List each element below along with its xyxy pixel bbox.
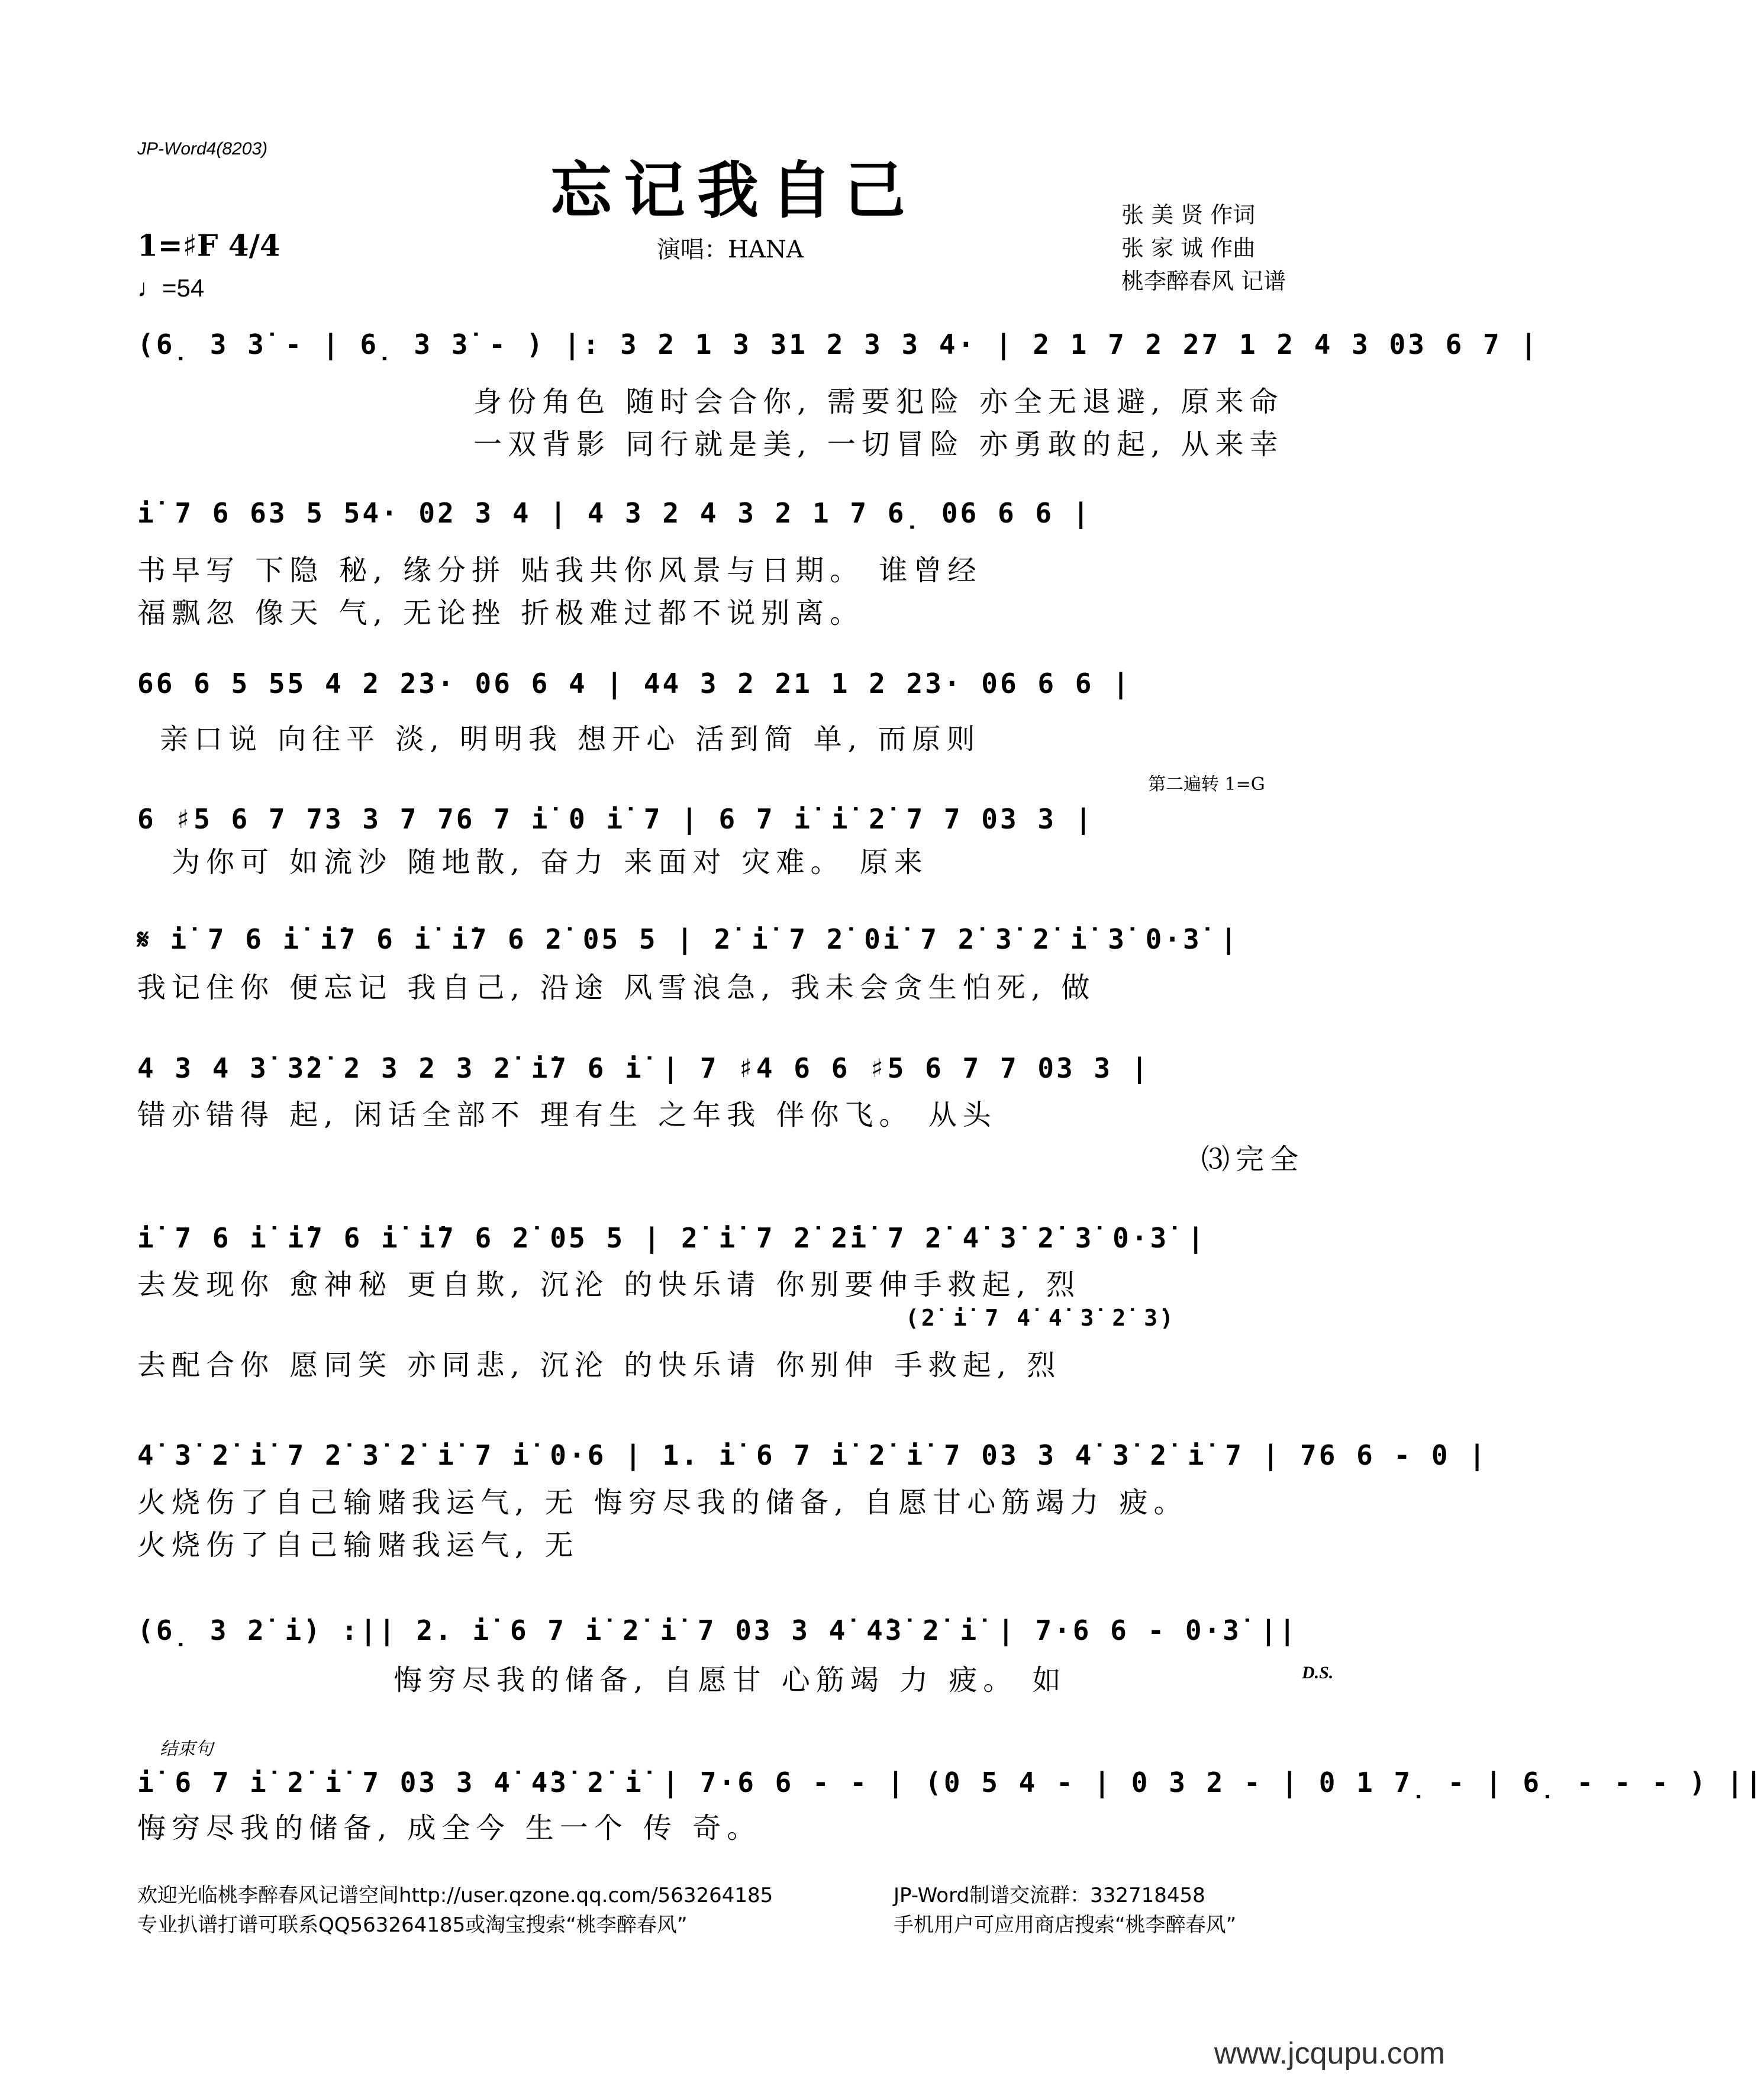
- lyric-row-4: 为你可 如流沙 随地散, 奋力 来面对 灾难。 原来: [172, 846, 928, 879]
- lyric-row-7a: 去发现你 愈神秘 更自欺, 沉沦 的快乐请 你别要伸手救起, 烈: [137, 1268, 1081, 1301]
- key-signature: 1=♯F 4/4: [137, 228, 280, 263]
- footer-group: JP-Word制谱交流群：332718458: [894, 1884, 1205, 1907]
- lyric-row-3: 亲口说 向往平 淡, 明明我 想开心 活到简 单, 而原则: [160, 723, 981, 756]
- ds-mark: D.S.: [1302, 1663, 1334, 1682]
- lyric-row-6: 错亦错得 起, 闲话全部不 理有生 之年我 伴你飞。 从头: [137, 1098, 997, 1132]
- lyric-row-2a: 书早写 下隐 秘, 缘分拼 贴我共你风景与日期。 谁曾经: [137, 554, 982, 587]
- notation-row-1: (6̣ 3 3̇ - | 6̣ 3 3̇ - ) |: 3 2 1 3 31 2 3 3 4· | 2 1 7 2 27 1 2 4 3 03 6 7 |: [137, 328, 1540, 360]
- lyric-row-1a: 身份角色 随时会合你, 需要犯险 亦全无退避, 原来命: [473, 385, 1284, 418]
- notation-row-3: 66 6 5 55 4 2 23· 06 6 4 | 44 3 2 21 1 2 23· 06 6 6 |: [137, 668, 1131, 699]
- notation-row-9: (6̣ 3 2̇ i̇) :|| 2. i̇ 6 7 i̇ 2̇ i̇ 7 03 3 4̇ 4̇3̇ 2̇ i̇ | 7·6 6 - 0·3̇ ||: [137, 1614, 1298, 1646]
- notation-row-4: 6 ♯5 6 7 73 3 7 76 7 i̇ 0 i̇ 7 | 6 7 i̇ i̇ 2̇ 7 7 03 3 |: [137, 803, 1094, 835]
- key-change-mark: 第二遍转 1=G: [1148, 774, 1265, 795]
- lyric-row-8b: 火烧伤了自己输赌我运气, 无: [137, 1529, 579, 1562]
- lyric-row-2b: 福飘忽 像天 气, 无论挫 折极难过都不说别离。: [137, 597, 865, 630]
- credit-composer: 张 家 诚 作曲: [1121, 235, 1256, 261]
- credit-lyricist: 张 美 贤 作词: [1121, 202, 1256, 228]
- lyric-row-10: 悔穷尽我的储备, 成全今 生一个 传 奇。: [137, 1811, 762, 1845]
- software-label: JP-Word4(8203): [137, 139, 268, 159]
- footer-app: 手机用户可应用商店搜索“桃李醉春风”: [894, 1913, 1237, 1937]
- lyric-row-6b: ⑶完全: [1201, 1143, 1305, 1176]
- lyric-row-5: 我记住你 便忘记 我自己, 沿途 风雪浪急, 我未会贪生怕死, 做: [137, 971, 1096, 1004]
- alt-notation: (2̇ i̇ 7 4̇ 4̇ 3̇ 2̇ 3̇): [905, 1305, 1176, 1331]
- notation-row-6: 4 3 4 3̇ 3̇2̇ 2 3 2 3 2̇ i̇7 6 i̇ | 7 ♯4 6 6 ♯5 6 7 7 03 3 |: [137, 1052, 1150, 1084]
- lyric-row-1b: 一双背影 同行就是美, 一切冒险 亦勇敢的起, 从来幸: [473, 428, 1284, 461]
- ending-label: 结束句: [160, 1739, 213, 1759]
- notation-row-5: 𝄋 i̇ 7 6 i̇ i̇7 6 i̇ i̇7 6 2̇ 05 5 | 2̇ i̇ 7 2̇ 0i̇ 7 2̇ 3̇ 2̇ i̇ 3̇ 0·3̇ |: [137, 923, 1240, 955]
- lyric-row-7b: 去配合你 愿同笑 亦同悲, 沉沦 的快乐请 你别伸 手救起, 烈: [137, 1349, 1062, 1382]
- singer-label: 演唱：HANA: [657, 236, 804, 263]
- lyric-row-8a: 火烧伤了自己输赌我运气, 无 悔穷尽我的储备, 自愿甘心筋竭力 疲。: [137, 1486, 1188, 1519]
- notation-row-10: i̇ 6 7 i̇ 2̇ i̇ 7 03 3 4̇ 4̇3̇ 2̇ i̇ | 7·6 6 - - | (0 5 4 - | 0 3 2 - | 0 1 7̣ - | 6̣ - - - ) ||: [137, 1766, 1764, 1798]
- lyric-row-9: 悔穷尽我的储备, 自愿甘 心筋竭 力 疲。 如: [394, 1664, 1067, 1697]
- notation-row-7: i̇ 7 6 i̇ i̇7 6 i̇ i̇7 6 2̇ 05 5 | 2̇ i̇ 7 2̇ 2̇i̇ 7 2̇ 4̇ 3̇ 2̇ 3̇ 0·3̇ |: [137, 1222, 1207, 1254]
- footer-contact: 专业扒谱打谱可联系QQ563264185或淘宝搜索“桃李醉春风”: [137, 1913, 688, 1937]
- notation-row-8: 4̇ 3̇ 2̇ i̇ 7 2̇ 3̇ 2̇ i̇ 7 i̇ 0·6 | 1. i̇ 6 7 i̇ 2̇ i̇ 7 03 3 4̇ 3̇ 2̇ i̇ 7 | 76 6 - 0 |: [137, 1439, 1488, 1471]
- credit-transcriber: 桃李醉春风 记谱: [1121, 268, 1286, 294]
- notation-row-2: i̇ 7 6 63 5 54· 02 3 4 | 4 3 2 4 3 2 1 7 6̣ 06 6 6 |: [137, 497, 1092, 529]
- tempo-mark: ♩=54: [137, 274, 205, 302]
- watermark: www.jcqupu.com: [1214, 2036, 1445, 2071]
- song-title: 忘记我自己: [550, 154, 917, 227]
- credits: [1121, 198, 1286, 298]
- footer-website: 欢迎光临桃李醉春风记谱空间http://user.qzone.qq.com/563264185: [137, 1884, 773, 1907]
